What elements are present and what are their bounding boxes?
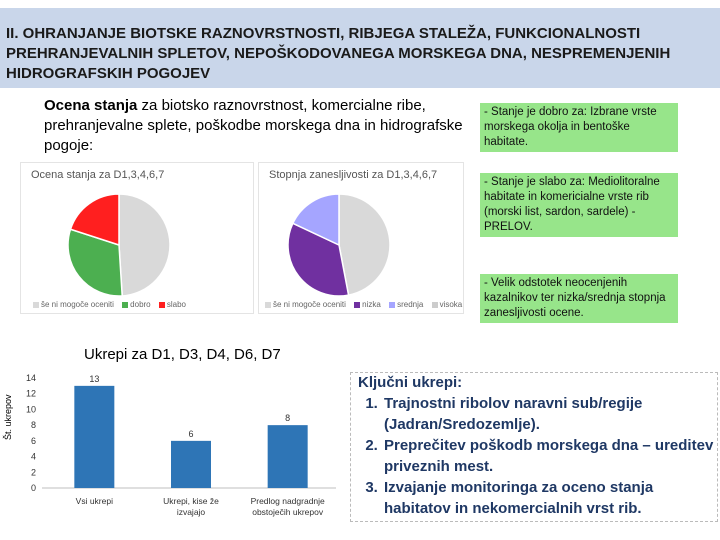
pie-slice xyxy=(119,194,170,296)
pie-svg xyxy=(259,183,463,303)
note-good: - Stanje je dobro za: Izbrane vrste morskega okolja in bentoške habitate. xyxy=(480,103,678,152)
bar-value-label: 8 xyxy=(285,413,291,424)
y-axis-label: Št. ukrepov xyxy=(3,394,13,440)
x-tick-label: obstoječih ukrepov xyxy=(252,507,324,517)
x-tick-label: izvajajo xyxy=(176,507,206,517)
y-tick-label: 6 xyxy=(30,435,36,446)
key-measure-item: 2. Preprečitev poškodb morskega dna – ureditev priveznih mest. xyxy=(382,435,718,477)
key-measure-item: 3. Izvajanje monitoringa za oceno stanja habitatov in nekomercialnih vrst rib. xyxy=(382,477,718,519)
y-tick-label: 14 xyxy=(25,373,36,383)
bar-value-label: 13 xyxy=(89,373,100,384)
bar-chart-title: Ukrepi za D1, D3, D4, D6, D7 xyxy=(84,346,281,363)
pie-legend xyxy=(27,300,186,309)
legend-label: dobro xyxy=(130,300,151,309)
x-tick-label: Ukrepi, kise že xyxy=(163,496,219,506)
intro-text xyxy=(44,96,464,156)
legend-swatch xyxy=(389,302,395,308)
legend-label: nizka xyxy=(362,300,381,309)
pie-title: Stopnja zanesljivosti za D1,3,4,6,7 xyxy=(269,169,438,181)
bar-chart xyxy=(18,368,348,538)
legend-swatch xyxy=(159,302,165,308)
note-uncertain: - Velik odstotek neocenjenih kazalnikov ter nizka/srednja stopnja zanesljivosti ocene. xyxy=(480,274,678,323)
key-measures-title: Ključni ukrepi: xyxy=(358,374,463,391)
legend-swatch xyxy=(265,302,271,308)
legend-label: še ni mogoče oceniti xyxy=(273,300,346,309)
y-tick-label: 0 xyxy=(30,483,36,493)
key-measures-list xyxy=(346,393,718,519)
legend-label: še ni mogoče oceniti xyxy=(41,300,114,309)
bar-value-label: 6 xyxy=(188,428,194,439)
pie-chart-reliability xyxy=(258,162,464,314)
pie-chart-status xyxy=(20,162,254,314)
key-measure-item: 1. Trajnostni ribolov naravni sub/regije (Jadran/Sredozemlje). xyxy=(382,393,718,435)
x-tick-label: Predlog nadgradnje xyxy=(250,496,325,506)
legend-swatch xyxy=(354,302,360,308)
page-title: II. OHRANJANJE BIOTSKE RAZNOVRSTNOSTI, RIBJEGA STALEŽA, FUNKCIONALNOSTI PREHRANJEVALNIH SPLETOV, NEPOŠKODOVANEGA MORSKEGA DNA, NESPREMENJENIH HIDROGRAFSKIH POGOJEV xyxy=(6,25,671,82)
legend-label: slabo xyxy=(166,300,186,309)
pie-svg xyxy=(21,183,253,303)
pie-title: Ocena stanja za D1,3,4,6,7 xyxy=(31,169,165,181)
y-tick-label: 2 xyxy=(30,467,36,478)
note-bad: - Stanje je slabo za: Mediolitoralne habitate in komericialne vrste rib (morski list, sardon, sardele) - PRELOV. xyxy=(480,173,678,237)
y-tick-label: 8 xyxy=(30,420,36,431)
intro-bold: Ocena stanja xyxy=(44,97,138,114)
key-measures xyxy=(346,372,718,519)
intro-rest: za biotsko raznovrstnost, komercialne ribe, prehranjevalne splete, poškodbe morskega dna in hidrografske pogoje: xyxy=(44,97,463,154)
legend-swatch xyxy=(432,302,438,308)
pie-legend xyxy=(259,300,462,309)
title-banner xyxy=(0,8,720,88)
bar xyxy=(268,425,308,488)
bar xyxy=(74,386,114,488)
legend-swatch xyxy=(33,302,39,308)
x-tick-label: Vsi ukrepi xyxy=(75,496,113,506)
y-tick-label: 4 xyxy=(30,451,36,462)
y-tick-label: 10 xyxy=(25,404,36,415)
y-tick-label: 12 xyxy=(25,388,36,399)
legend-label: srednja xyxy=(397,300,424,309)
legend-label: visoka xyxy=(439,300,463,309)
legend-swatch xyxy=(122,302,128,308)
bar xyxy=(171,441,211,488)
pie-slice xyxy=(339,194,390,295)
